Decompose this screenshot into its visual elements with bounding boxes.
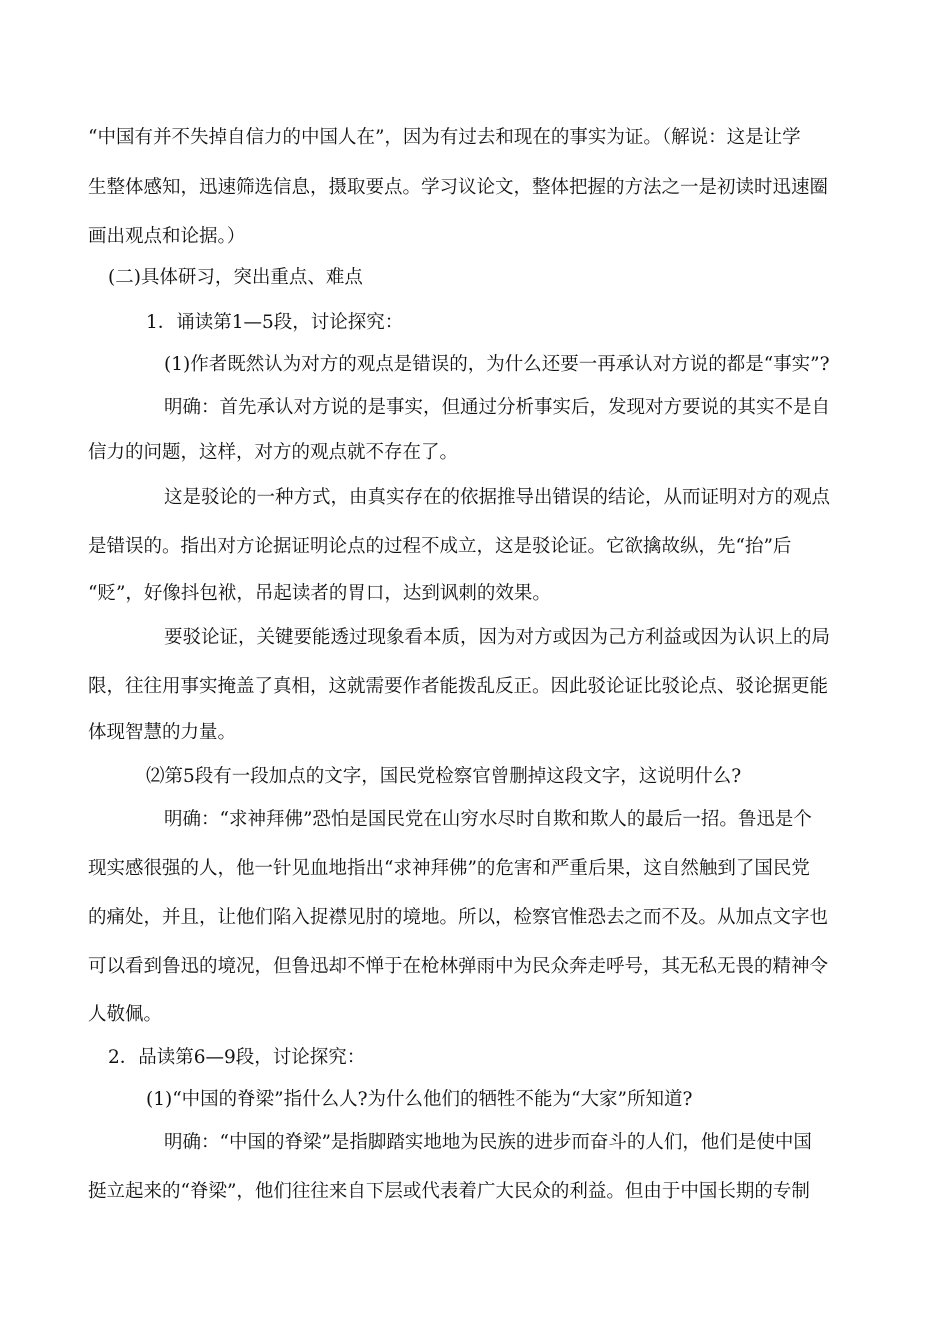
answer-line: 明确：首先承认对方说的是事实，但通过分析事实后，发现对方要说的其实不是自 xyxy=(164,397,831,418)
question-line: (1)作者既然认为对方的观点是错误的，为什么还要一再承认对方说的都是“事实”? xyxy=(164,354,830,375)
paragraph-line: “中国有并不失掉自信力的中国人在”，因为有过去和现在的事实为证。（解说：这是让学 xyxy=(88,127,801,148)
paragraph-line: 信力的问题，这样，对方的观点就不存在了。 xyxy=(88,442,459,463)
question-line: (1)“中国的脊梁”指什么人?为什么他们的牺牲不能为“大家”所知道? xyxy=(146,1089,693,1110)
paragraph-line: “贬”，好像抖包袱，吊起读者的胃口，达到讽刺的效果。 xyxy=(88,583,551,604)
subsection-heading: 2．品读第6—9段，讨论探究： xyxy=(108,1047,366,1068)
paragraph-line: 这是驳论的一种方式，由真实存在的依据推导出错误的结论，从而证明对方的观点 xyxy=(164,487,831,508)
answer-line: 明确：“中国的脊梁”是指脚踏实地地为民族的进步而奋斗的人们，他们是使中国 xyxy=(164,1132,812,1153)
paragraph-line: 要驳论证，关键要能透过现象看本质，因为对方或因为己方利益或因为认识上的局 xyxy=(164,627,831,648)
paragraph-line: 现实感很强的人，他一针见血地指出“求神拜佛”的危害和严重后果，这自然触到了国民党 xyxy=(88,858,810,879)
paragraph-line: 限，往往用事实掩盖了真相，这就需要作者能拨乱反正。因此驳论证比驳论点、驳论据更能 xyxy=(88,676,829,697)
paragraph-line: 生整体感知，迅速筛选信息，摄取要点。学习议论文，整体把握的方法之一是初读时迅速圈 xyxy=(88,177,829,198)
paragraph-line: 是错误的。指出对方论据证明论点的过程不成立，这是驳论证。它欲擒故纵，先“抬”后 xyxy=(88,536,792,557)
paragraph-line: 画出观点和论据。） xyxy=(88,226,246,247)
paragraph-line: 体现智慧的力量。 xyxy=(88,722,237,743)
subsection-heading: 1．诵读第1—5段，讨论探究： xyxy=(146,312,404,333)
paragraph-line: 挺立起来的“脊梁”，他们往往来自下层或代表着广大民众的利益。但由于中国长期的专制 xyxy=(88,1181,810,1202)
paragraph-line: 人敬佩。 xyxy=(88,1004,163,1025)
paragraph-line: 可以看到鲁迅的境况，但鲁迅却不惮于在枪林弹雨中为民众奔走呼号，其无私无畏的精神令 xyxy=(88,956,829,977)
question-line: ⑵第5段有一段加点的文字，国民党检察官曾删掉这段文字，这说明什么? xyxy=(146,766,742,787)
paragraph-line: 的痛处，并且，让他们陷入捉襟见肘的境地。所以，检察官惟恐去之而不及。从加点文字也 xyxy=(88,907,829,928)
section-heading: (二)具体研习，突出重点、难点 xyxy=(108,267,363,288)
answer-line: 明确：“求神拜佛”恐怕是国民党在山穷水尽时自欺和欺人的最后一招。鲁迅是个 xyxy=(164,809,812,830)
